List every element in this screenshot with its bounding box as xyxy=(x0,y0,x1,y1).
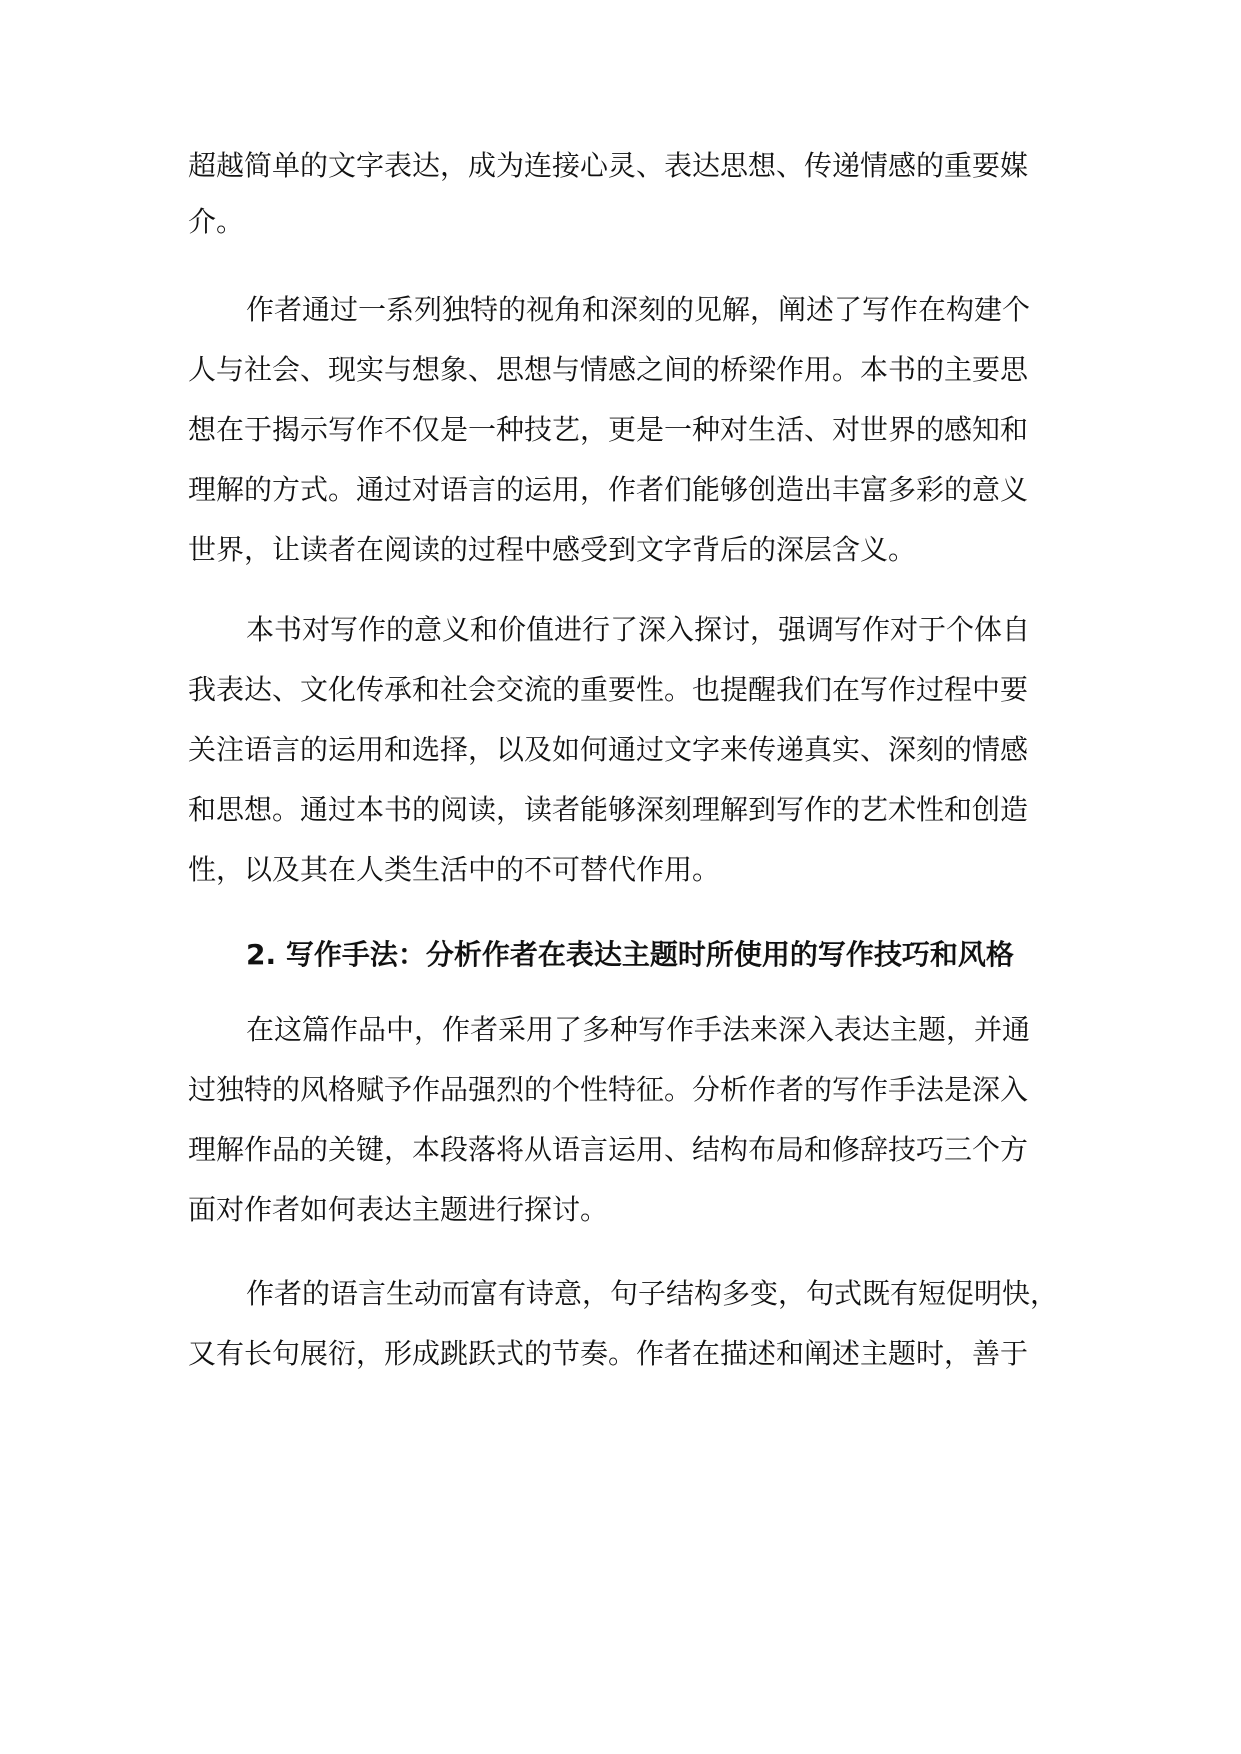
text-line: 理解的方式。通过对语言的运用，作者们能够创造出丰富多彩的意义 xyxy=(188,473,1029,506)
text-line: 关注语言的运用和选择，以及如何通过文字来传递真实、深刻的情感 xyxy=(188,733,1029,766)
section-heading: 2. 写作手法：分析作者在表达主题时所使用的写作技巧和风格 xyxy=(246,938,1014,971)
text-line: 理解作品的关键，本段落将从语言运用、结构布局和修辞技巧三个方 xyxy=(188,1133,1029,1166)
text-line: 人与社会、现实与想象、思想与情感之间的桥梁作用。本书的主要思 xyxy=(188,353,1029,386)
text-line: 作者的语言生动而富有诗意，句子结构多变，句式既有短促明快， xyxy=(246,1277,1059,1310)
text-line: 超越简单的文字表达，成为连接心灵、表达思想、传递情感的重要媒 xyxy=(188,149,1029,182)
text-line: 介。 xyxy=(188,205,245,238)
text-line: 面对作者如何表达主题进行探讨。 xyxy=(188,1193,609,1226)
text-line: 过独特的风格赋予作品强烈的个性特征。分析作者的写作手法是深入 xyxy=(188,1073,1029,1106)
text-line: 性，以及其在人类生活中的不可替代作用。 xyxy=(188,853,721,886)
text-line: 作者通过一系列独特的视角和深刻的见解，阐述了写作在构建个 xyxy=(246,293,1031,326)
text-line: 世界，让读者在阅读的过程中感受到文字背后的深层含义。 xyxy=(188,533,917,566)
text-line: 我表达、文化传承和社会交流的重要性。也提醒我们在写作过程中要 xyxy=(188,673,1029,706)
text-line: 又有长句展衍，形成跳跃式的节奏。作者在描述和阐述主题时，善于 xyxy=(188,1337,1029,1370)
text-line: 本书对写作的意义和价值进行了深入探讨，强调写作对于个体自 xyxy=(246,613,1031,646)
text-line: 在这篇作品中，作者采用了多种写作手法来深入表达主题，并通 xyxy=(246,1013,1031,1046)
text-line: 和思想。通过本书的阅读，读者能够深刻理解到写作的艺术性和创造 xyxy=(188,793,1029,826)
text-line: 想在于揭示写作不仅是一种技艺，更是一种对生活、对世界的感知和 xyxy=(188,413,1029,446)
